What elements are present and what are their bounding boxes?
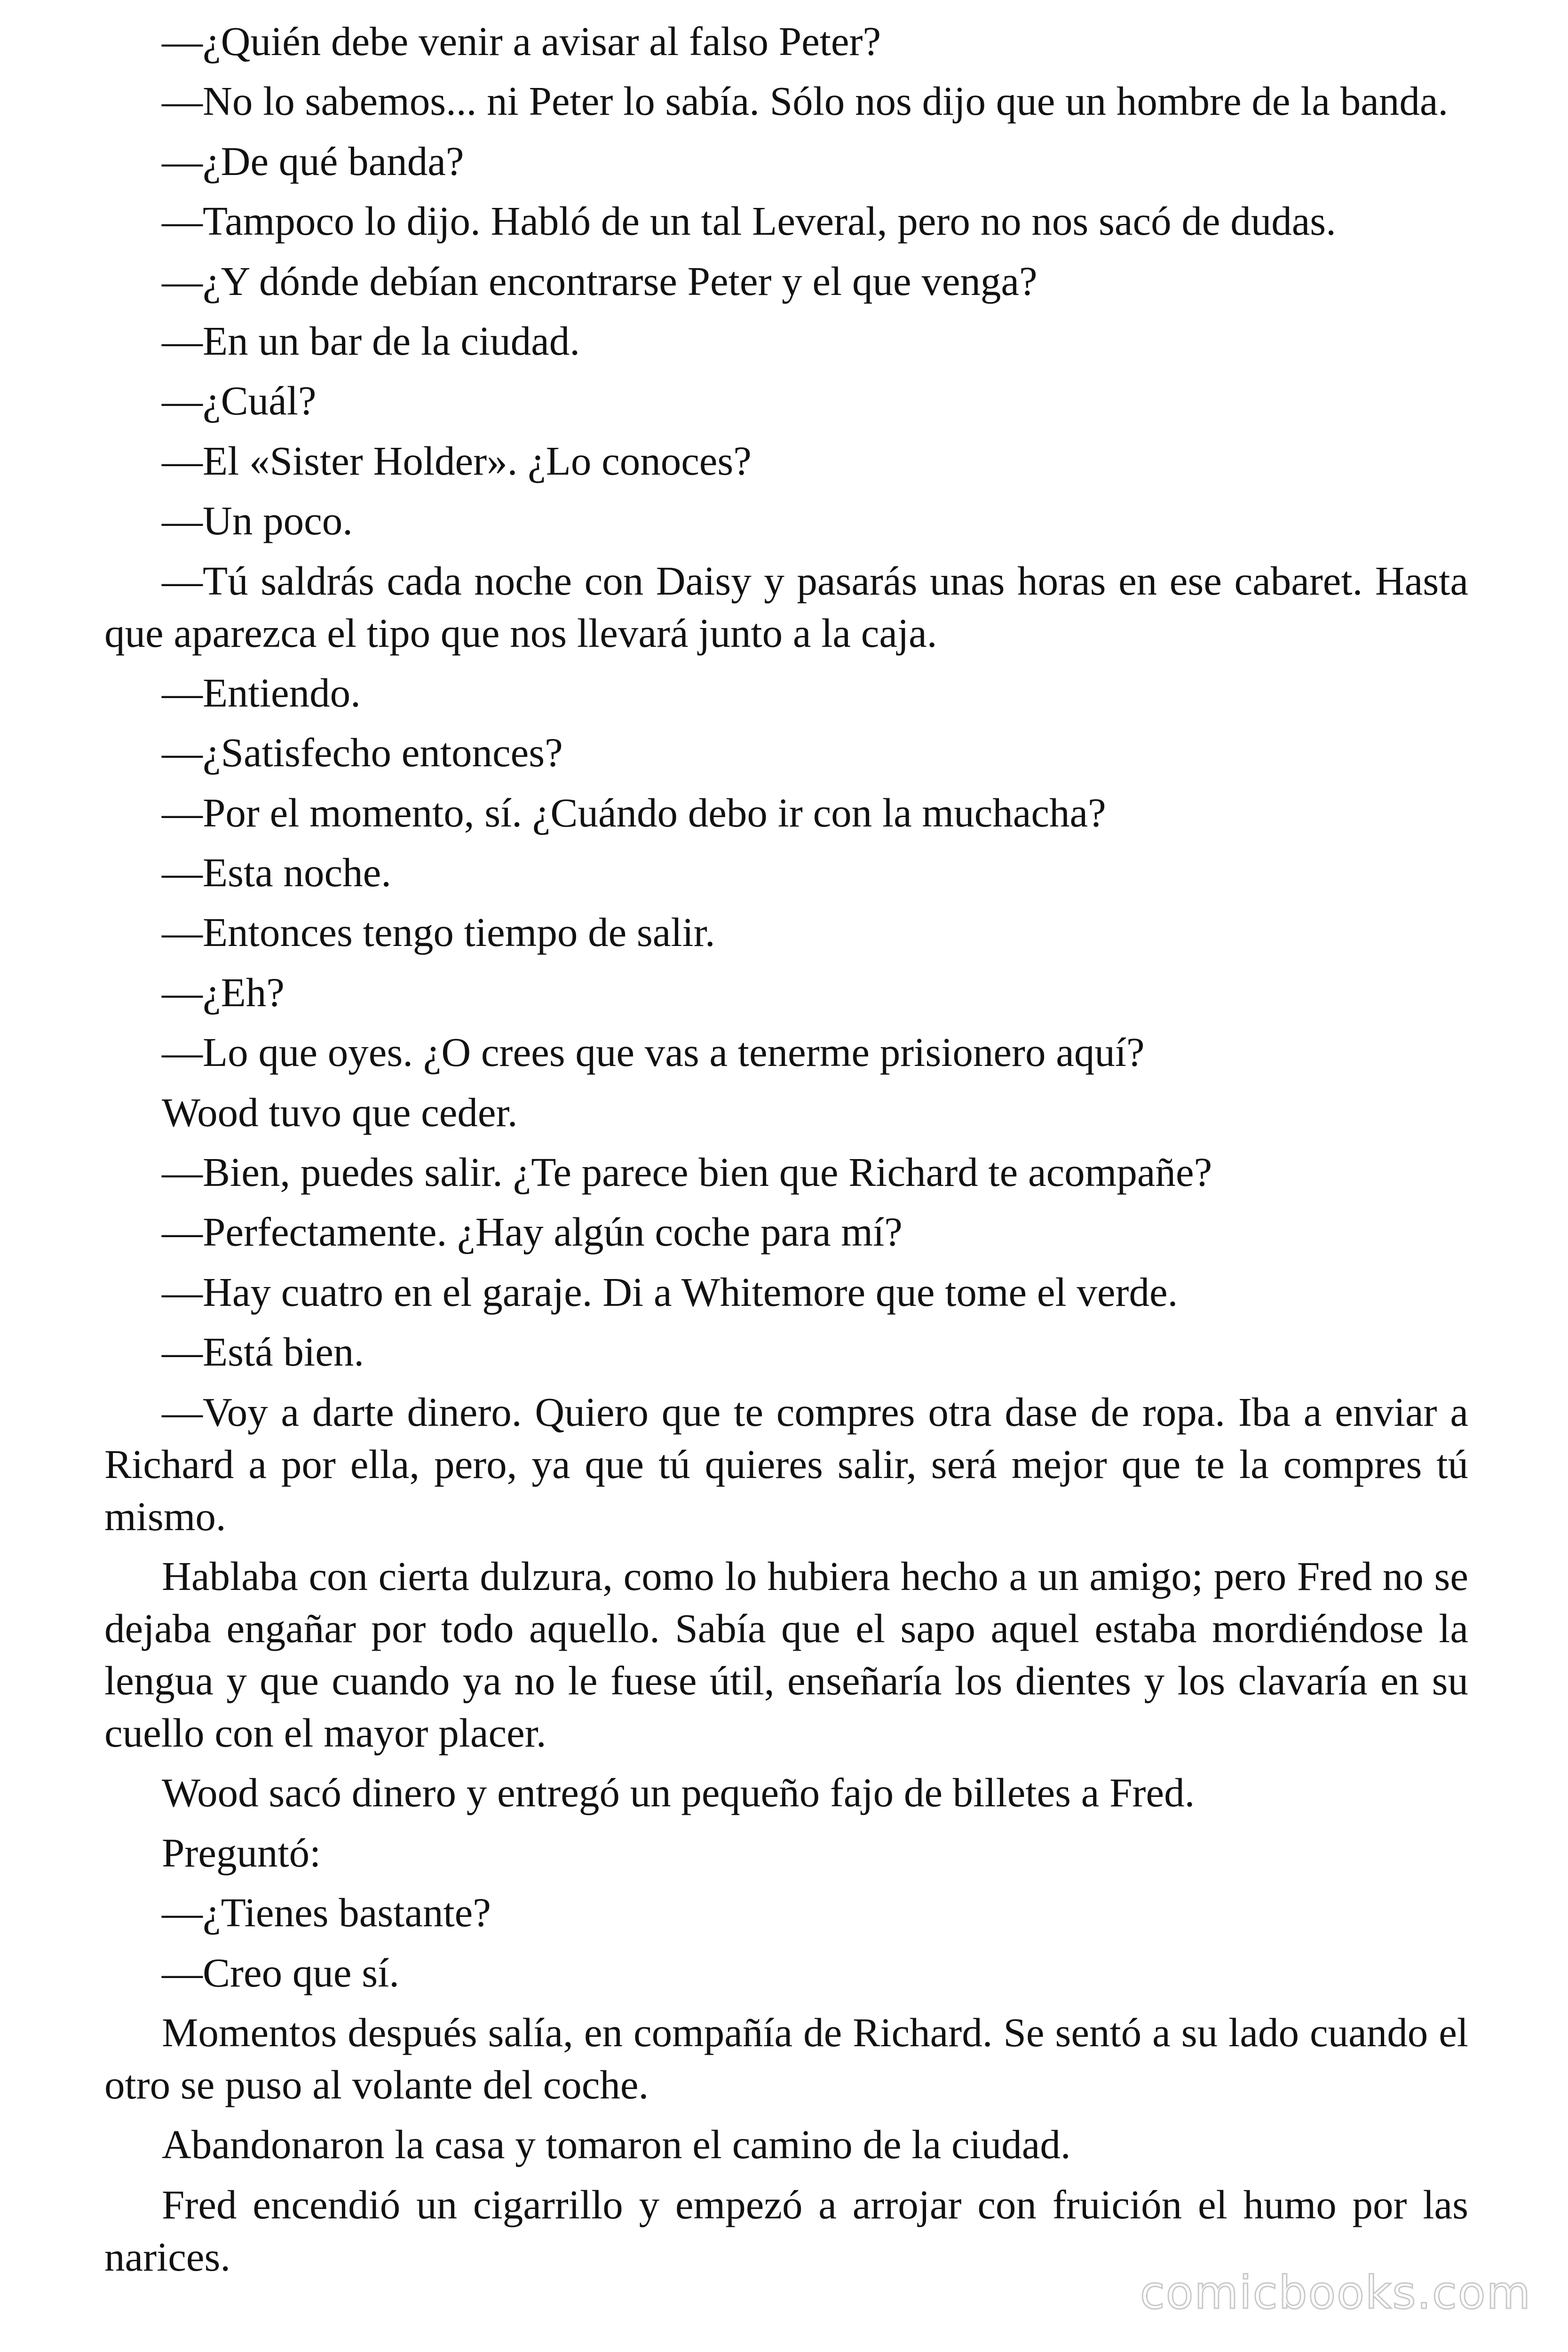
paragraph: —Tampoco lo dijo. Habló de un tal Leveral, pero no nos sacó de dudas. xyxy=(162,198,1336,244)
paragraph: —Un poco. xyxy=(162,498,353,544)
paragraph: —¿Y dónde debían encontrarse Peter y el que venga? xyxy=(162,258,1037,304)
paragraph: —No lo sabemos... ni Peter lo sabía. Sólo nos dijo que un hombre de la banda. xyxy=(162,78,1449,124)
watermark: comicbooks.com xyxy=(1140,2266,1531,2319)
paragraph: Wood sacó dinero y entregó un pequeño fajo de billetes a Fred. xyxy=(162,1770,1195,1816)
paragraph: —Bien, puedes salir. ¿Te parece bien que Richard te acompañe? xyxy=(162,1149,1212,1195)
paragraph: —¿Satisfecho entonces? xyxy=(162,730,563,776)
paragraph: —Esta noche. xyxy=(162,850,392,896)
paragraph: —¿Tienes bastante? xyxy=(162,1890,491,1936)
paragraph: —Voy a darte dinero. Quiero que te compres otra dase de ropa. Iba a enviar a Richard a por ella, pero, ya que tú quieres salir, será mejor que te la compres tú mismo. xyxy=(104,1389,1468,1539)
paragraph: Momentos después salía, en compañía de Richard. Se sentó a su lado cuando el otro se puso al volante del coche. xyxy=(104,2009,1468,2107)
paragraph: Preguntó: xyxy=(162,1829,321,1875)
paragraph: —Hay cuatro en el garaje. Di a Whitemore que tome el verde. xyxy=(162,1269,1178,1315)
page-text xyxy=(104,15,1468,2290)
paragraph: Fred encendió un cigarrillo y empezó a arrojar con fruición el humo por las narices. xyxy=(104,2181,1468,2280)
paragraph: —Entonces tengo tiempo de salir. xyxy=(162,909,715,955)
paragraph: —El «Sister Holder». ¿Lo conoces? xyxy=(162,437,752,484)
paragraph: —Creo que sí. xyxy=(162,1949,400,1995)
paragraph: —¿Quién debe venir a avisar al falso Peter? xyxy=(162,18,881,64)
paragraph: —Entiendo. xyxy=(162,669,361,715)
paragraph: —¿Eh? xyxy=(162,969,285,1015)
paragraph: —¿Cuál? xyxy=(162,378,317,424)
paragraph: —¿De qué banda? xyxy=(162,138,464,184)
paragraph: —Está bien. xyxy=(162,1329,364,1375)
paragraph: —En un bar de la ciudad. xyxy=(162,318,580,364)
paragraph: Hablaba con cierta dulzura, como lo hubiera hecho a un amigo; pero Fred no se dejaba engañar por todo aquello. Sabía que el sapo aquel estaba mordiéndose la lengua y que cuando ya no le fuese útil, enseñaría los dientes y los clavaría en su cuello con el mayor placer. xyxy=(104,1553,1468,1756)
paragraph: —Por el momento, sí. ¿Cuándo debo ir con la muchacha? xyxy=(162,789,1106,835)
paragraph: Abandonaron la casa y tomaron el camino de la ciudad. xyxy=(162,2122,1071,2168)
paragraph: —Perfectamente. ¿Hay algún coche para mí? xyxy=(162,1209,903,1255)
paragraph: —Lo que oyes. ¿O crees que vas a tenerme prisionero aquí? xyxy=(162,1029,1145,1075)
paragraph: —Tú saldrás cada noche con Daisy y pasarás unas horas en ese cabaret. Hasta que aparezca el tipo que nos llevará junto a la caja. xyxy=(104,557,1468,656)
paragraph: Wood tuvo que ceder. xyxy=(162,1089,518,1135)
